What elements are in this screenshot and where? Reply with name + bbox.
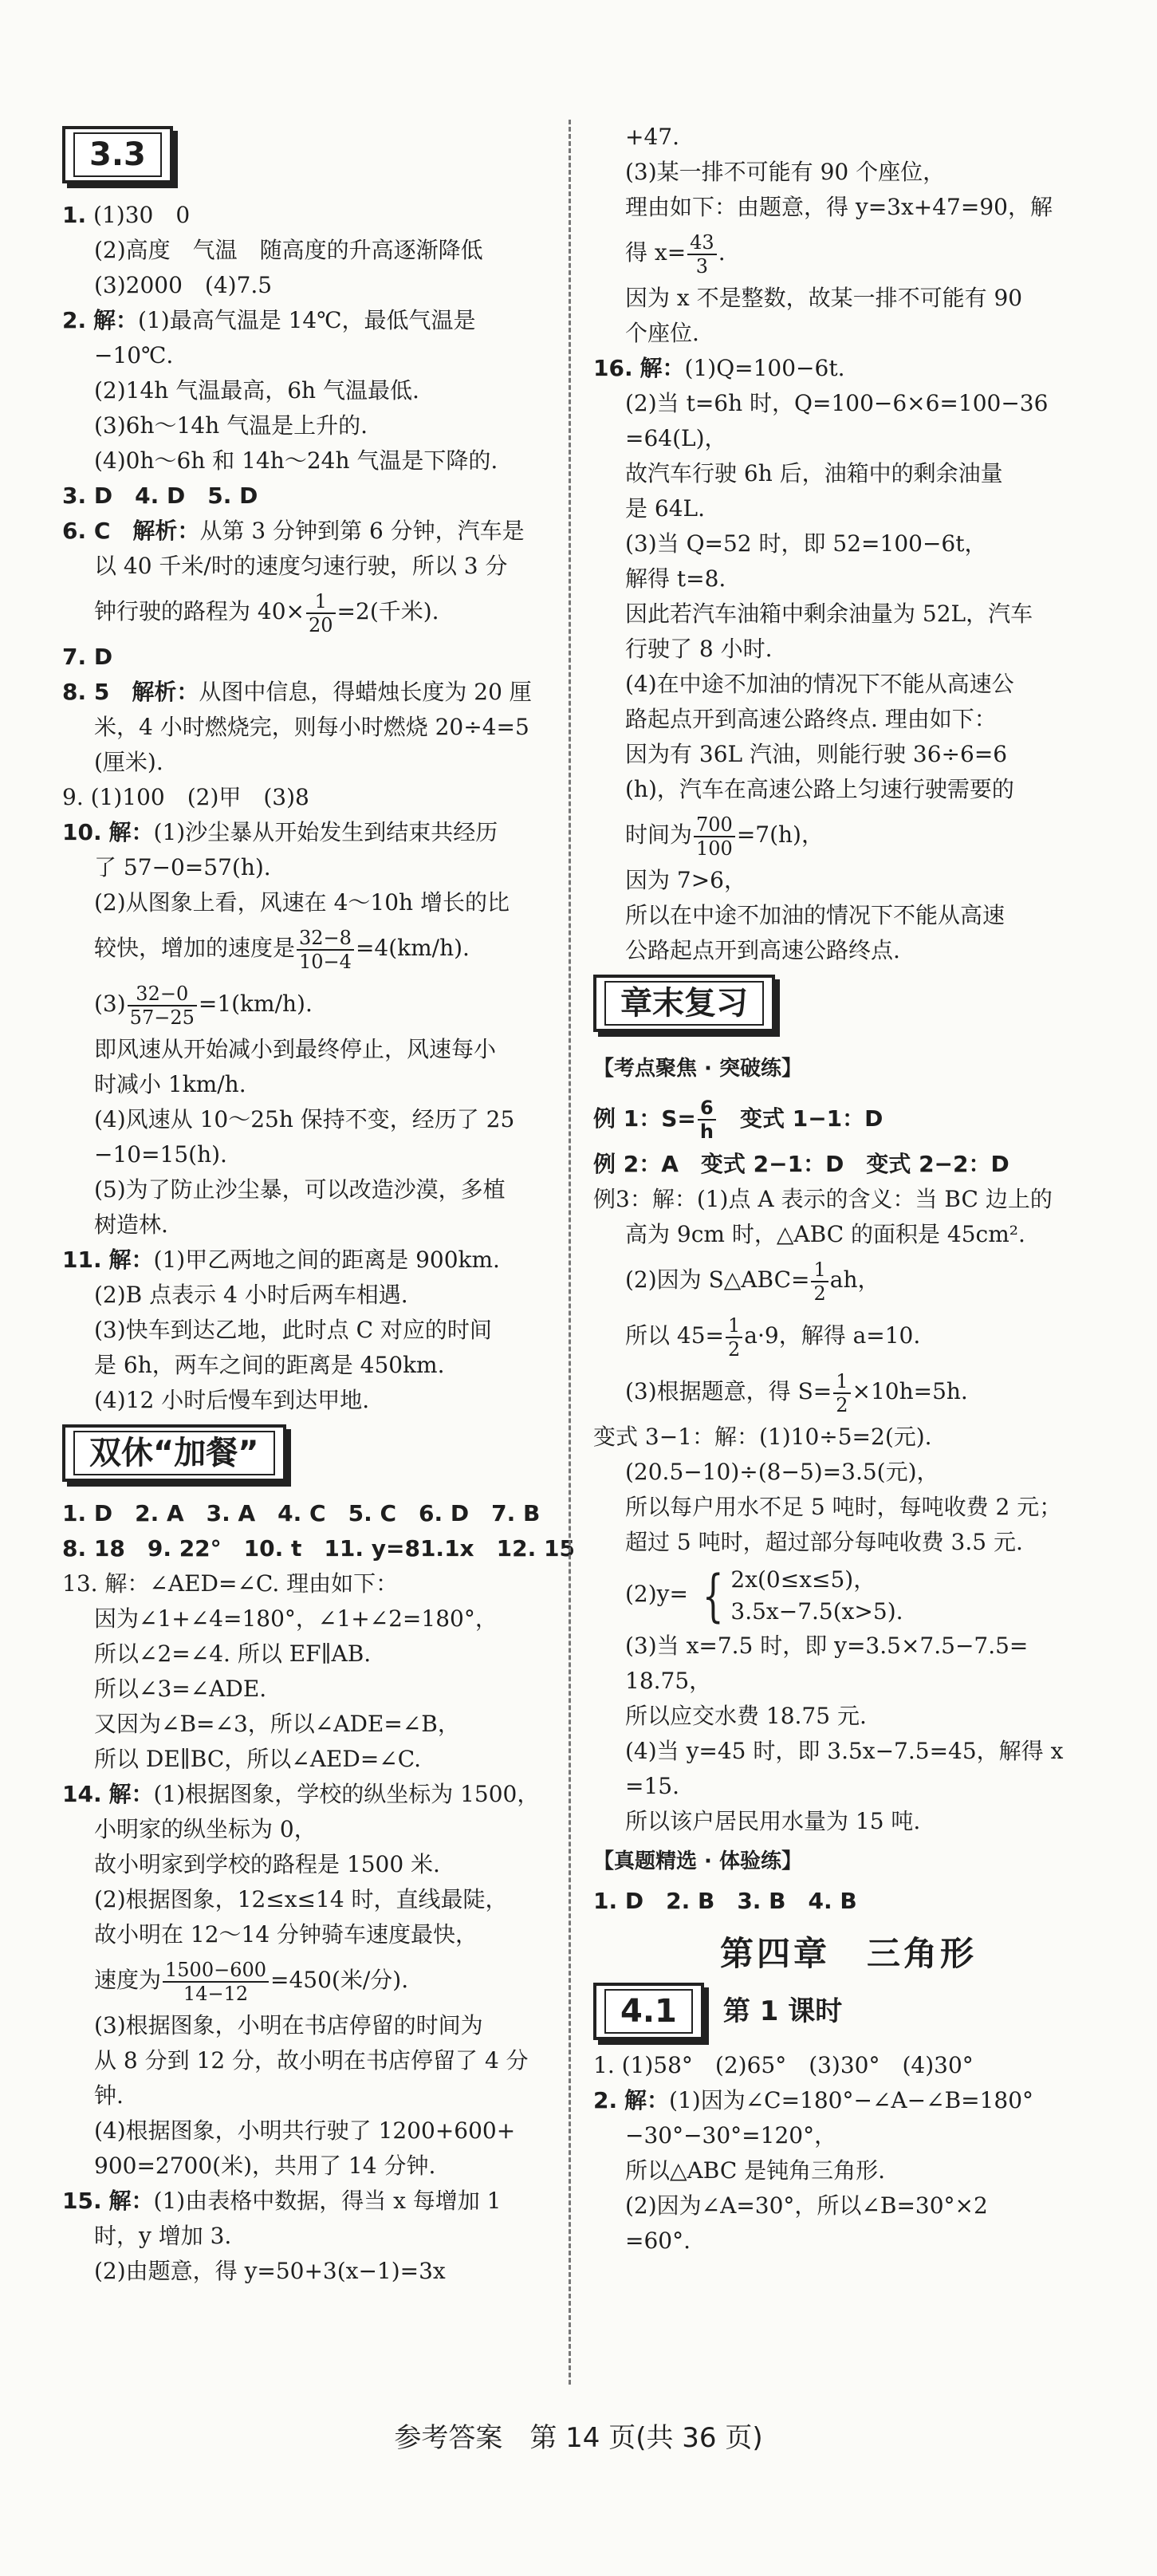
answer-2-b: −10℃.	[94, 342, 174, 368]
fraction-speed-1: $\frac{32-8}{10-4}$	[297, 927, 354, 973]
weekend-14-l: 900=2700(米)，共用了 14 分钟.	[94, 2153, 436, 2179]
answer-16-j: (4)在中途不加油的情况下不能从高速公	[625, 671, 1014, 697]
weekend-14-c: 故小明家到学校的路程是 1500 米.	[94, 1851, 440, 1877]
r-line-1: +47.	[625, 124, 679, 150]
answer-16-h: 因此若汽车油箱中剩余油量为 52L，汽车	[625, 601, 1033, 627]
fraction-6-h: $\frac{6}{h}$	[698, 1097, 716, 1143]
variant-3-1-d: 超过 5 吨时，超过部分每吨收费 3.5 元.	[625, 1529, 1023, 1555]
answer-10-k: −10=15(h).	[94, 1141, 227, 1168]
variant-3-1-m: 所以该户居民用水量为 15 吨.	[625, 1808, 921, 1834]
answer-10-m: 树造林.	[94, 1211, 168, 1238]
answer-10-i: 时减小 1km/h.	[94, 1071, 246, 1097]
example-3-g: (3)根据题意，得 S= $\frac{1}{2}$ ×10h=5h.	[625, 1369, 968, 1416]
weekend-14-f: 速度为 $\frac{1500-600}{14-12}$ =450(米/分).	[94, 1958, 409, 2005]
answer-16-g: 解得 t=8.	[625, 565, 726, 592]
lesson-answer-1: 1. (1)58° (2)65° (3)30° (4)30°	[593, 2052, 974, 2078]
answer-10-h: 即风速从开始减小到最终停止，风速每小	[94, 1036, 497, 1062]
answer-16-d: 故汽车行驶 6h 后，油箱中的剩余油量	[625, 460, 1003, 486]
weekend-14-b: 小明家的纵坐标为 0，	[94, 1816, 317, 1842]
answer-10-f: (3) $\frac{32-0}{57-25}$ =1(km/h).	[94, 982, 313, 1029]
variant-3-1-l: =15.	[625, 1773, 679, 1799]
weekend-14-e: 故小明在 12～14 分钟骑车速度最快，	[94, 1921, 478, 1948]
section-4-1-title: 4.1	[593, 1983, 704, 2040]
answer-2-d: (3)6h～14h 气温是上升的.	[94, 412, 368, 439]
fraction-700-100: $\frac{700}{100}$	[694, 813, 735, 860]
r-line-2: (3)某一排不可能有 90 个座位，	[625, 159, 946, 185]
answer-10: 10. 解：(1)沙尘暴从开始发生到结束共经历	[62, 819, 498, 845]
section-review-title: 章末复习	[593, 975, 775, 1032]
answer-2-c: (2)14h 气温最高，6h 气温最低.	[94, 377, 419, 404]
column-divider	[569, 120, 571, 2385]
example-3-e: 所以 45= $\frac{1}{2}$ a·9，解得 a=10.	[625, 1314, 921, 1361]
answer-16-b: (2)当 t=6h 时，Q=100−6×6=100−36	[625, 390, 1049, 416]
variant-3-1-c: 所以每户用水不足 5 吨时，每吨收费 2 元；	[625, 1494, 1062, 1520]
answer-8: 8. 5 解析：从图中信息，得蜡烛长度为 20 厘	[62, 679, 532, 705]
answer-7: 7. D	[62, 644, 113, 670]
answer-1-3: (3)2000 (4)7.5	[94, 272, 273, 298]
answer-16-n: 时间为 $\frac{700}{100}$ =7(h)，	[625, 813, 824, 860]
example-3-b: 高为 9cm 时，△ABC 的面积是 45cm².	[625, 1221, 1025, 1247]
weekend-8-12: 8. 18 9. 22° 10. t 11. y=81.1x 12. 15	[62, 1535, 575, 1562]
weekend-13: 13. 解：∠AED=∠C. 理由如下：	[62, 1570, 399, 1597]
answer-16-m: (h)，汽车在高速公路上匀速行驶需要的	[625, 776, 1014, 802]
answer-9: 9. (1)100 (2)甲 (3)8	[62, 784, 309, 810]
answer-1-2: (2)高度 气温 随高度的升高逐渐降低	[94, 237, 483, 263]
variant-3-1-e: (2)y= { 2x(0≤x≤5)， 3.5x−7.5(x>5).	[625, 1562, 903, 1629]
weekend-13-e: 又因为∠B=∠3，所以∠ADE=∠B，	[94, 1711, 460, 1737]
answer-16: 16. 解：(1)Q=100−6t.	[593, 355, 845, 381]
weekend-13-d: 所以∠3=∠ADE.	[94, 1676, 267, 1702]
example-1: 例 1：S= $\frac{6}{h}$ 变式 1−1：D	[593, 1097, 883, 1143]
r-line-3: 理由如下：由题意，得 y=3x+47=90，解	[625, 194, 1053, 220]
real-band: 【真题精选 · 体验练】	[593, 1849, 802, 1873]
r-line-4: 得 x= $\frac{43}{3}$ .	[625, 230, 726, 278]
answer-16-f: (3)当 Q=52 时，即 52=100−6t，	[625, 530, 987, 557]
weekend-14-k: (4)根据图象，小明共行驶了 1200+600+	[94, 2117, 516, 2144]
focus-band: 【考点聚焦 · 突破练】	[593, 1057, 802, 1081]
r-line-5: 因为 x 不是整数，故某一排不可能有 90	[625, 285, 1023, 311]
variant-3-1: 变式 3−1：解：(1)10÷5=2(元).	[593, 1424, 932, 1450]
left-column	[62, 120, 575, 2289]
fraction-speed-2: $\frac{32-0}{57-25}$	[128, 983, 197, 1029]
weekend-15: 15. 解：(1)由表格中数据，得当 x 每增加 1	[62, 2188, 502, 2214]
answer-16-q: 所以在中途不加油的情况下不能从高速	[625, 902, 1005, 928]
weekend-13-b: 因为∠1+∠4=180°，∠1+∠2=180°，	[94, 1605, 498, 1632]
weekend-15-c: (2)由题意，得 y=50+3(x−1)=3x	[94, 2258, 446, 2284]
weekend-14-h: (3)根据图象，小明在书店停留的时间为	[94, 2012, 483, 2038]
answer-16-l: 因为有 36L 汽油，则能行驶 36÷6=6	[625, 741, 1008, 767]
fraction-half-3: $\frac{1}{2}$	[833, 1370, 850, 1416]
fraction-half-2: $\frac{1}{2}$	[726, 1314, 742, 1361]
lesson-answer-2-d: (2)因为∠A=30°，所以∠B=30°×2	[625, 2192, 988, 2219]
example-2: 例 2：A 变式 2−1：D 变式 2−2：D	[593, 1151, 1009, 1177]
weekend-15-b: 时，y 增加 3.	[94, 2223, 232, 2249]
section-3-3-title: 3.3	[62, 126, 173, 183]
answer-10-c: (2)从图象上看，风速在 4～10h 增长的比	[94, 889, 510, 916]
real-answers: 1. D 2. B 3. B 4. B	[593, 1888, 857, 1914]
fraction-1-20: $\frac{1}{20}$	[306, 590, 336, 636]
weekend-14-d: (2)根据图象，12≤x≤14 时，直线最陡，	[94, 1886, 508, 1912]
answer-1: 1. (1)30 0	[62, 202, 191, 228]
weekend-13-c: 所以∠2=∠4. 所以 EF∥AB.	[94, 1641, 372, 1667]
weekend-1-7: 1. D 2. A 3. A 4. C 5. C 6. D 7. B	[62, 1500, 541, 1526]
page-footer: 参考答案 第 14 页(共 36 页)	[394, 2422, 763, 2454]
lesson-answer-2-e: =60°.	[625, 2227, 691, 2254]
lesson-answer-2-c: 所以△ABC 是钝角三角形.	[625, 2157, 886, 2184]
variant-3-1-i: 18.75，	[625, 1668, 712, 1694]
answer-16-c: =64(L)，	[625, 425, 727, 451]
variant-3-1-b: (20.5−10)÷(8−5)=3.5(元)，	[625, 1459, 939, 1485]
piecewise-brace: { 2x(0≤x≤5)， 3.5x−7.5(x>5).	[702, 1562, 903, 1629]
answer-8-b: 米，4 小时燃烧完，则每小时燃烧 20÷4=5	[94, 714, 529, 740]
answer-16-k: 路起点开到高速公路终点. 理由如下：	[625, 706, 997, 732]
fraction-bike-speed: $\frac{1500-600}{14-12}$	[163, 1959, 269, 2005]
answer-10-d: 较快，增加的速度是 $\frac{32-8}{10-4}$ =4(km/h).	[94, 926, 470, 973]
answer-16-i: 行驶了 8 小时.	[625, 636, 773, 662]
example-3: 例3：解：(1)点 A 表示的含义：当 BC 边上的	[593, 1186, 1053, 1212]
example-3-c: (2)因为 S△ABC= $\frac{1}{2}$ ah，	[625, 1258, 880, 1305]
answer-3-5: 3. D 4. D 5. D	[62, 483, 258, 509]
answer-11-b: (2)B 点表示 4 小时后两车相遇.	[94, 1282, 408, 1308]
lesson-title: 第 1 课时	[722, 1995, 843, 2027]
variant-3-1-j: 所以应交水费 18.75 元.	[625, 1703, 867, 1729]
answer-11-c: (3)快车到达乙地，此时点 C 对应的时间	[94, 1317, 492, 1343]
answer-16-e: 是 64L.	[625, 495, 706, 522]
lesson-answer-2: 2. 解：(1)因为∠C=180°−∠A−∠B=180°	[593, 2087, 1034, 2113]
answer-11-e: (4)12 小时后慢车到达甲地.	[94, 1387, 370, 1413]
answer-8-c: (厘米).	[94, 749, 163, 775]
section-4-1-header	[593, 1983, 1104, 2040]
answer-16-p: 因为 7>6，	[625, 867, 746, 893]
variant-3-1-h: (3)当 x=7.5 时，即 y=3.5×7.5−7.5=	[625, 1633, 1029, 1659]
answer-2: 2. 解：(1)最高气温是 14℃，最低气温是	[62, 307, 476, 333]
fraction-43-3: $\frac{43}{3}$	[687, 231, 717, 278]
answer-16-r: 公路起点开到高速公路终点.	[625, 937, 900, 963]
answer-10-j: (4)风速从 10～25h 保持不变，经历了 25	[94, 1106, 515, 1132]
answer-10-b: 了 57−0=57(h).	[94, 854, 271, 880]
section-weekend-title: 双休“加餐”	[62, 1424, 286, 1482]
weekend-13-f: 所以 DE∥BC，所以∠AED=∠C.	[94, 1746, 422, 1772]
variant-3-1-k: (4)当 y=45 时，即 3.5x−7.5=45，解得 x	[625, 1738, 1064, 1764]
answer-6-c: 钟行驶的路程为 40× $\frac{1}{20}$ =2(千米).	[94, 589, 439, 636]
weekend-14: 14. 解：(1)根据图象，学校的纵坐标为 1500，	[62, 1781, 540, 1807]
lesson-answer-2-b: −30°−30°=120°，	[625, 2122, 837, 2149]
answer-11: 11. 解：(1)甲乙两地之间的距离是 900km.	[62, 1247, 500, 1273]
weekend-14-i: 从 8 分到 12 分，故小明在书店停留了 4 分	[94, 2047, 529, 2074]
chapter-4-title: 第四章 三角形	[719, 1934, 977, 1973]
weekend-14-j: 钟.	[94, 2082, 124, 2109]
answer-10-l: (5)为了防止沙尘暴，可以改造沙漠，多植	[94, 1176, 506, 1203]
answer-11-d: 是 6h，两车之间的距离是 450km.	[94, 1352, 445, 1378]
answer-6-b: 以 40 千米/时的速度匀速行驶，所以 3 分	[94, 553, 508, 579]
answer-6: 6. C 解析：从第 3 分钟到第 6 分钟，汽车是	[62, 518, 525, 544]
answer-2-e: (4)0h～6h 和 14h～24h 气温是下降的.	[94, 447, 498, 474]
r-line-6: 个座位.	[625, 320, 699, 346]
right-column	[593, 120, 1104, 2259]
fraction-half-1: $\frac{1}{2}$	[811, 1258, 828, 1305]
